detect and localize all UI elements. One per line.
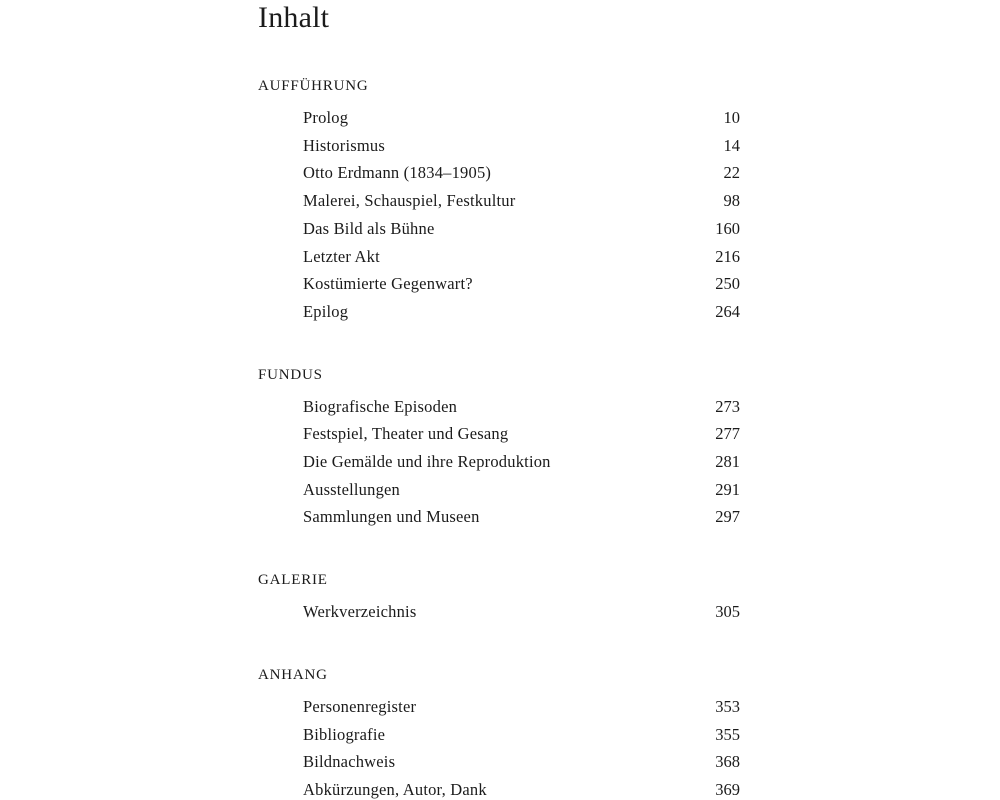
page-title: Inhalt — [258, 1, 330, 34]
entry-label: Epilog — [303, 301, 349, 321]
entry-page-number: 305 — [715, 602, 740, 622]
entry-label: Werkverzeichnis — [303, 602, 417, 622]
entry-page-number: 98 — [723, 191, 740, 211]
toc-entry — [258, 243, 740, 271]
toc-entry — [258, 132, 740, 160]
entry-page-number: 273 — [715, 396, 740, 416]
toc-entry — [258, 503, 740, 531]
toc-entry — [258, 598, 740, 626]
toc-entry — [258, 448, 740, 476]
toc-entry — [258, 187, 740, 215]
entry-page-number: 264 — [715, 301, 740, 321]
entry-label: Prolog — [303, 108, 349, 127]
entry-label: Otto Erdmann (1834–1905) — [303, 163, 492, 183]
toc-content — [258, 0, 740, 800]
entry-page-number: 250 — [715, 274, 740, 294]
entry-page-number: 216 — [715, 246, 740, 266]
toc-entry — [258, 776, 740, 800]
toc-entry — [258, 721, 740, 749]
toc-entry — [258, 298, 740, 326]
entry-label: Das Bild als Bühne — [303, 218, 435, 238]
entry-label: Biografische Episoden — [303, 396, 458, 416]
toc-entry — [258, 476, 740, 504]
section-heading: AUFFÜHRUNG — [258, 78, 369, 94]
toc-entry — [258, 159, 740, 187]
entry-label: Bibliografie — [303, 724, 386, 744]
entry-page-number: 291 — [715, 479, 740, 499]
section-heading: GALERIE — [258, 572, 328, 589]
entry-page-number: 160 — [715, 218, 740, 238]
entry-page-number: 355 — [715, 724, 740, 744]
entry-label: Personenregister — [303, 696, 417, 716]
entry-label: Bildnachweis — [303, 752, 396, 772]
entry-page-number: 281 — [715, 452, 740, 472]
section-heading: ANHANG — [258, 666, 328, 683]
toc-entry — [258, 215, 740, 243]
entry-page-number: 277 — [715, 424, 740, 444]
entry-label: Ausstellungen — [303, 479, 401, 499]
entry-page-number: 22 — [723, 163, 740, 183]
entry-page-number: 369 — [715, 779, 740, 799]
entry-page-number: 368 — [715, 752, 740, 772]
toc-entry — [258, 393, 740, 421]
toc-section-anhang — [258, 667, 740, 800]
toc-entry — [258, 748, 740, 776]
toc-entry — [258, 104, 740, 132]
toc-entry — [258, 420, 740, 448]
section-heading: FUNDUS — [258, 366, 323, 383]
toc-section-galerie — [258, 572, 740, 626]
toc-section-auffuehrung — [258, 78, 740, 326]
entry-label: Letzter Akt — [303, 246, 380, 266]
entry-label: Historismus — [303, 135, 385, 155]
toc-section-fundus — [258, 367, 740, 532]
entry-label: Die Gemälde und ihre Reproduktion — [303, 452, 551, 472]
entry-label: Festspiel, Theater und Gesang — [303, 424, 509, 444]
toc-entry — [258, 693, 740, 721]
entry-label: Malerei, Schauspiel, Festkultur — [303, 191, 516, 211]
entry-page-number: 353 — [715, 696, 740, 716]
entry-page-number: 10 — [723, 108, 740, 127]
entry-page-number: 297 — [715, 507, 740, 527]
entry-page-number: 14 — [723, 135, 740, 155]
entry-label: Kostümierte Gegenwart? — [303, 274, 473, 294]
entry-label: Abkürzungen, Autor, Dank — [303, 779, 487, 799]
toc-entry — [258, 270, 740, 298]
entry-label: Sammlungen und Museen — [303, 507, 480, 527]
